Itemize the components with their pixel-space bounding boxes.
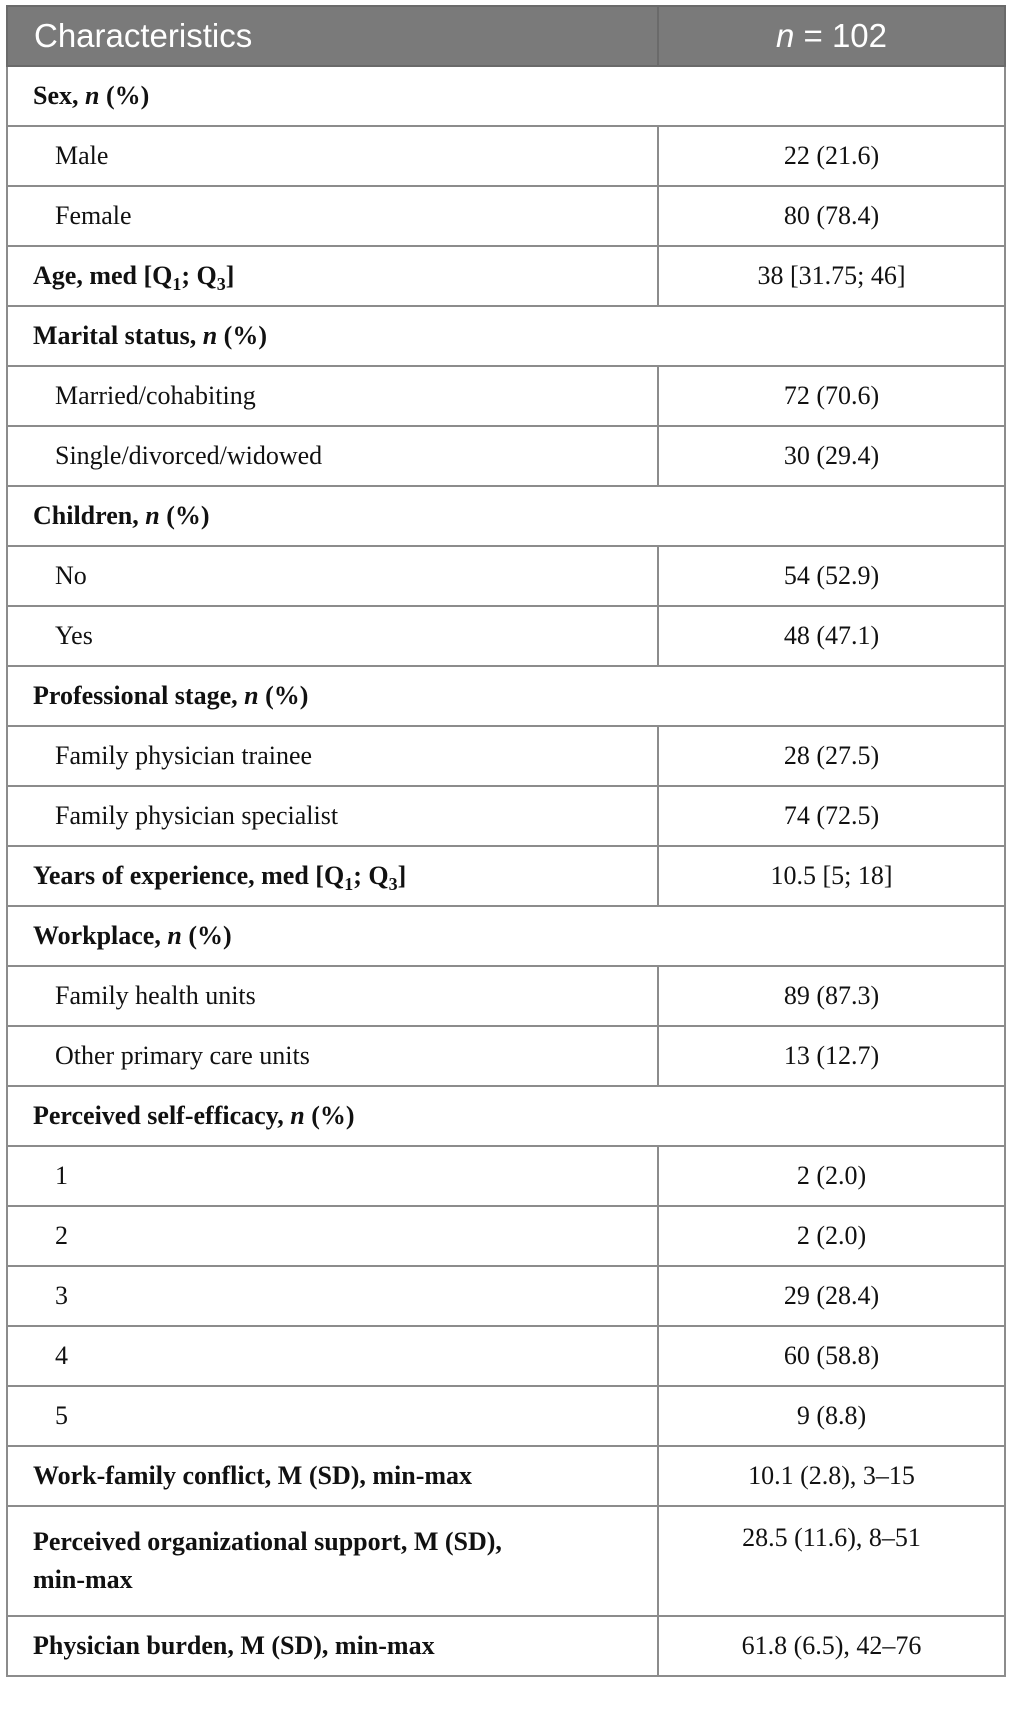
row-value: 54 (52.9) — [658, 546, 1005, 606]
table-row — [7, 126, 1005, 186]
row-value: 28 (27.5) — [658, 726, 1005, 786]
group-label: Children, n (%) — [7, 486, 1005, 546]
group-row-marital — [7, 306, 1005, 366]
table-row — [7, 186, 1005, 246]
row-label: 3 — [7, 1266, 658, 1326]
row-value: 74 (72.5) — [658, 786, 1005, 846]
table-row — [7, 966, 1005, 1026]
group-row-sex — [7, 66, 1005, 126]
row-label: 5 — [7, 1386, 658, 1446]
group-label: Professional stage, n (%) — [7, 666, 1005, 726]
table-row — [7, 786, 1005, 846]
header-n-value: = 102 — [803, 17, 888, 54]
table-header-row — [7, 6, 1005, 66]
row-value: 30 (29.4) — [658, 426, 1005, 486]
row-value: 13 (12.7) — [658, 1026, 1005, 1086]
group-row-self-efficacy — [7, 1086, 1005, 1146]
group-label: Sex, n (%) — [7, 66, 1005, 126]
group-row-professional-stage — [7, 666, 1005, 726]
table-row — [7, 1616, 1005, 1676]
group-row-children — [7, 486, 1005, 546]
row-value: 22 (21.6) — [658, 126, 1005, 186]
row-label: Yes — [7, 606, 658, 666]
row-value: 28.5 (11.6), 8–51 — [658, 1506, 1005, 1616]
row-value: 89 (87.3) — [658, 966, 1005, 1026]
table-row — [7, 1206, 1005, 1266]
row-label: Years of experience, med [$Q_1$; $Q_3$] — [7, 846, 658, 906]
row-label: Married/cohabiting — [7, 366, 658, 426]
table-row — [7, 426, 1005, 486]
group-label: Marital status, n (%) — [7, 306, 1005, 366]
row-value: 60 (58.8) — [658, 1326, 1005, 1386]
row-label: Family physician specialist — [7, 786, 658, 846]
row-value: 38 [31.75; 46] — [658, 246, 1005, 306]
table-row — [7, 726, 1005, 786]
row-label: Age, med [$Q_1$; $Q_3$] — [7, 246, 658, 306]
row-value: 72 (70.6) — [658, 366, 1005, 426]
table-row — [7, 1326, 1005, 1386]
characteristics-table — [6, 5, 1006, 1677]
row-label: 2 — [7, 1206, 658, 1266]
row-value: 10.5 [5; 18] — [658, 846, 1005, 906]
table-row — [7, 366, 1005, 426]
table-row — [7, 546, 1005, 606]
row-value: 2 (2.0) — [658, 1146, 1005, 1206]
row-label: Single/divorced/widowed — [7, 426, 658, 486]
row-value: 61.8 (6.5), 42–76 — [658, 1616, 1005, 1676]
row-value: 80 (78.4) — [658, 186, 1005, 246]
group-label: Perceived self-efficacy, n (%) — [7, 1086, 1005, 1146]
row-label: No — [7, 546, 658, 606]
table-row — [7, 246, 1005, 306]
group-row-workplace — [7, 906, 1005, 966]
row-label: Family health units — [7, 966, 658, 1026]
row-label: 1 — [7, 1146, 658, 1206]
header-characteristics: Characteristics — [7, 6, 658, 66]
row-label: Other primary care units — [7, 1026, 658, 1086]
table-row — [7, 1266, 1005, 1326]
row-value: 9 (8.8) — [658, 1386, 1005, 1446]
row-label: Perceived organizational support, M (SD), min-max — [7, 1506, 658, 1616]
header-n-symbol: n — [775, 17, 795, 54]
header-n — [658, 6, 1005, 66]
row-label: 4 — [7, 1326, 658, 1386]
table-row — [7, 1386, 1005, 1446]
table-row — [7, 1506, 1005, 1616]
row-label: Work-family conflict, M (SD), min-max — [7, 1446, 658, 1506]
row-label: Physician burden, M (SD), min-max — [7, 1616, 658, 1676]
group-label: Workplace, n (%) — [7, 906, 1005, 966]
row-value: 29 (28.4) — [658, 1266, 1005, 1326]
table-row — [7, 1446, 1005, 1506]
table-row — [7, 1146, 1005, 1206]
table-row — [7, 606, 1005, 666]
row-value: 10.1 (2.8), 3–15 — [658, 1446, 1005, 1506]
table-row — [7, 1026, 1005, 1086]
row-value: 48 (47.1) — [658, 606, 1005, 666]
row-label: Male — [7, 126, 658, 186]
row-label: Female — [7, 186, 658, 246]
row-value: 2 (2.0) — [658, 1206, 1005, 1266]
table-row — [7, 846, 1005, 906]
row-label: Family physician trainee — [7, 726, 658, 786]
